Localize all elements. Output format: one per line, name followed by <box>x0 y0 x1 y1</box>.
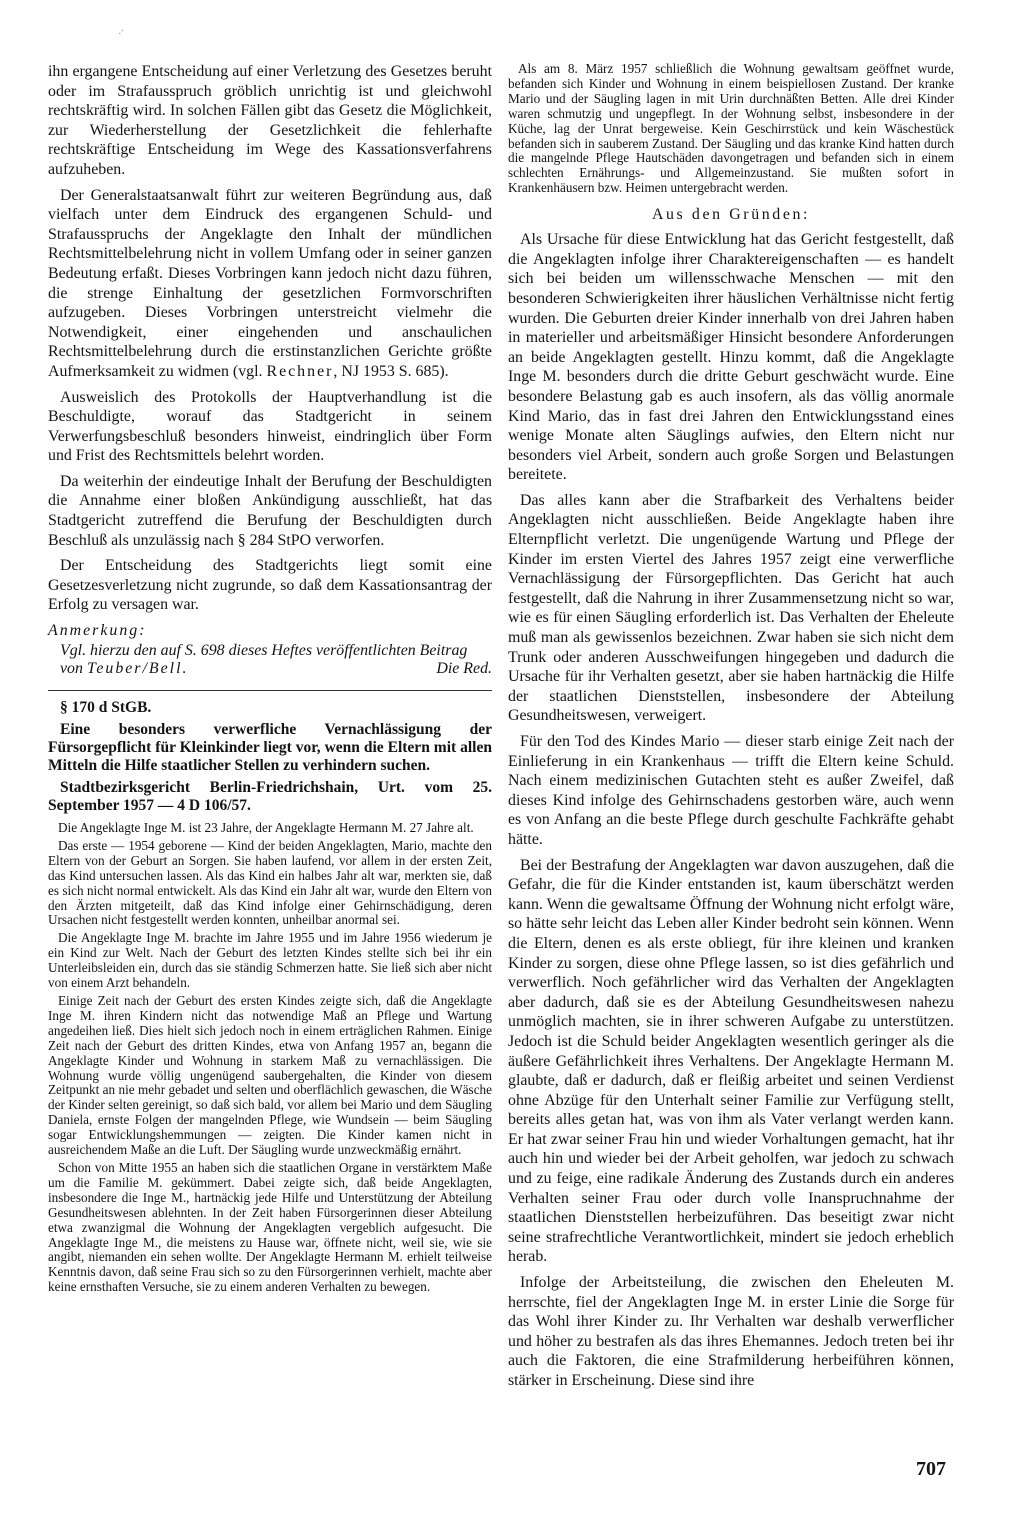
paragraph: Das erste — 1954 geborene — Kind der beiden Angeklagten, Mario, machte den Eltern von der Geburt an Sorgen. Sie haben laufend, vor allem in der ersten Zeit, das Kind untersuchen lassen. Als das Kind ein halbes Jahr alt war, merkten sie, daß es sich nicht normal entwickelt. Als das Kind ein Jahr alt war, wurde den Eltern von den Ärzten mitgeteilt, daß das Kind infolge einer Gehirnschädigung, deren Ursachen nicht festgestellt werden konnten, unheilbar anormal sei. <box>48 837 492 928</box>
statute-reference: § 170 d StGB. <box>60 699 152 717</box>
paragraph: Das alles kann aber die Strafbarkeit des Verhaltens beider Angeklagten nicht ausschließen. Beide Angeklagte haben ihre Elternpflicht verletzt. Die ungenügende Wartung und Pflege der Kinder im ersten Viertel des Jahres 1957 zeigt eine verwerfliche Vernachlässigung der Fürsorgepflichten. Das Gericht hat auch festgestellt, daß die Nahrung in ihrer Zusammensetzung nicht so war, wie es für einen Säugling erforderlich ist. Das Verhalten der Eheleute muß man als gewissenlos bezeichnen. Zwar haben sie sich nicht dem Trunk oder anderen Ausschweifungen hingegeben und dadurch die Ursache für ihr Verhalten gesetzt, aber sie haben hartnäckig die Hilfe der staatlichen Dienststellen, insbesondere der Abteilung Gesundheitswesen, verweigert. <box>508 491 954 725</box>
right-column <box>508 62 954 1397</box>
paragraph: Der Entscheidung des Stadtgerichts liegt somit eine Gesetzesverletzung nicht zugrunde, so daß dem Kassationsantrag der Erfolg zu versagen war. <box>48 557 492 614</box>
paragraph: Als am 8. März 1957 schließlich die Wohnung gewaltsam geöffnet wurde, befanden sich Kinder und Wohnung in einem beispiellosen Zustand. Der kranke Mario und der Säugling lagen in mit Urin durchnäßten Betten. Alle drei Kinder waren schmutzig und ungepflegt. In der Wohnung selbst, insbesondere in der Küche, lag der Unrat bergeweise. Kein Geschirrstück und kein Wäschestück befanden sich in sauberem Zustand. Der Säugling und das kranke Kind hatten durch die mangelnde Pflege Hautschäden davongetragen und befanden sich in einem schlechten Ernährungs- und Allgemeinzustand. Sie mußten sofort in Krankenhäusern bzw. Heimen untergebracht werden. <box>508 61 954 196</box>
section-heading: Aus den Gründen: <box>651 206 811 224</box>
page-number: 707 <box>916 1458 946 1480</box>
court-citation: Stadtbezirksgericht Berlin-Friedrichshain, Urt. vom 25. September 1957 — 4 D 106/57. <box>48 779 492 815</box>
paragraph: Die Angeklagte Inge M. brachte im Jahre 1955 und im Jahre 1956 wiederum je ein Kind zur Welt. Nach der Geburt des letzten Kindes stellte sich bei ihr ein Unterleibsleiden ein, durch das sie ständig Schmerzen hatte. Sie ließ sich aber nicht von einem Arzt behandeln. <box>48 930 492 991</box>
paragraph: Infolge der Arbeitsteilung, die zwischen den Eheleuten M. herrschte, fiel der Angeklagten Inge M. in erster Linie die Sorge für das Wohl ihrer Kinder zu. Ihr Verhalten war deshalb verwerflicher und höher zu bestrafen als das ihres Ehemannes. Jedoch treten bei ihr auch die Faktoren, die eine Strafmilderung herbeiführen können, stärker in Erscheinung. Diese sind ihre <box>508 1274 954 1389</box>
paragraph: ihn ergangene Entscheidung auf einer Verletzung des Gesetzes beruht oder im Strafausspruch gröblich unrichtig ist und gleichwohl rechtskräftig wird. In solchen Fällen gibt das Gesetz die Möglichkeit, zur Wiederherstellung der Gesetzlichkeit die fehlerhafte rechtskräftige Entscheidung im Wege des Kassationsverfahrens aufzuheben. <box>48 63 492 178</box>
paragraph: Der Generalstaatsanwalt führt zur weiteren Begründung aus, daß vielfach unter dem Eindruck des ergangenen Schuld- und Strafausspruchs der Angeklagte den Inhalt der mündlichen Rechtsmittelbelehrung nicht in vollem Umfang oder in seiner ganzen Bedeutung erfaßt. Dieses Vorbringen kann jedoch nicht dazu führen, die strenge Einhaltung der gesetzlichen Formvorschriften aufzugeben. Dieses Vorbringen unterstreicht vielmehr die Notwendigkeit, einer eingehenden und anschaulichen Rechtsmittelbelehrung durch die erstinstanzlichen Gerichte größte Aufmerksamkeit zu widmen (vgl. Rechner, NJ 1953 S. 685). <box>48 186 492 380</box>
note-signature: Die Red. <box>436 660 492 678</box>
paragraph: Einige Zeit nach der Geburt des ersten Kindes zeigte sich, daß die Angeklagte Inge M. ihren Kindern nicht das notwendige Maß an Pflege und Wartung angedeihen ließ. Dies hielt sich jedoch noch in einem erträglichen Rahmen. Einige Zeit nach der Geburt des dritten Kindes, etwa von Anfang 1957 an, begann die Angeklagte Kinder und Wohnung in starkem Maß zu vernachlässigen. Die Wohnung wurde völlig ungenügend saubergehalten, die Kinder von diesem Zeitpunkt an nie mehr gebadet und selten und oberflächlich gewaschen, die Wäsche der Kinder selten gereinigt, so daß sich bald, vor allem bei Mario und dem Säugling Daniela, ernste Folgen der mangelnden Pflege, wie Wundsein — beim Säugling sogar Entwicklungshemmungen — zeigten. Die Kinder kamen nicht in ausreichendem Maße an die Luft. Der Säugling wurde unzweckmäßig ernährt. <box>48 993 492 1158</box>
paragraph: Die Angeklagte Inge M. ist 23 Jahre, der Angeklagte Hermann M. 27 Jahre alt. <box>58 820 474 836</box>
note-heading: Anmerkung: <box>48 622 147 640</box>
note-authors: Teuber/Bell <box>86 660 183 678</box>
editor-note <box>48 621 492 678</box>
headnote: Eine besonders verwerfliche Vernachlässigung der Fürsorgepflicht für Kleinkinder liegt vor, wenn die Eltern mit allen Mitteln die Hilfe staatlicher Stellen zu verhindern suchen. <box>48 721 492 775</box>
facts-section <box>48 821 492 1295</box>
scan-mark: ·̕ <box>118 28 122 40</box>
paragraph: Bei der Bestrafung der Angeklagten war davon auszugehen, daß die Gefahr, die für die Kinder entstanden ist, kaum überschätzt werden kann. Wenn die gewaltsame Öffnung der Wohnung nicht erfolgt wäre, so hätte sehr leicht das Leben aller Kinder bedroht sein können. Wenn die Eltern, denen es als erste obliegt, für ihre kleinen und kranken Kinder zu sorgen, diese ohne Pflege lassen, so ist dies gefährlich und verwerflich. Noch gefährlicher wird das Verhalten der Angeklagten aber dadurch, daß sie es der Abteilung Gesundheitswesen nahezu unmöglich machten, sie in ihrer schweren Aufgabe zu unterstützen. Jedoch ist die Schuld beider Angeklagten wesentlich geringer als die äußere Gefährlichkeit ihres Verhaltens. Der Angeklagte Hermann M. glaubte, daß er dadurch, daß er fleißig arbeitet und seinen Verdienst ohne Abzüge für den Unterhalt seiner Familie zur Verfügung stellt, bereits alles getan hat, was von ihm als Vater verlangt werden kann. Er hat zwar seiner Frau hin und wieder Vorhaltungen gemacht, hat ihr auch hin und wieder bei der Arbeit geholfen, war jedoch zu schwach und zu feige, eine radikale Änderung des Zustands durch ein anderes Verhalten seiner Frau oder durch volle Inanspruchnahme der staatlichen Dienststellen herbeizuführen. Das beseitigt zwar nicht seine strafrechtliche Verantwortlichkeit, mindert sie jedoch erheblich herab. <box>508 856 954 1266</box>
reasons-section <box>508 230 954 1390</box>
section-divider <box>48 690 492 691</box>
paragraph: Schon von Mitte 1955 an haben sich die staatlichen Organe in verstärktem Maße um die Familie M. gekümmert. Dabei zeigte sich, daß beide Angeklagten, insbesondere die Inge M., hartnäckig jede Hilfe und Unterstützung der Abteilung Gesundheitswesen ablehnten. In der Zeit haben Fürsorgerinnen dieser Abteilung etwa zwanzigmal die Wohnung der Angeklagten vergeblich aufgesucht. Die Angeklagte Inge M., die meistens zu Hause war, öffnete nicht, weil sie, wie sie angibt, niemanden ein sehen wollte. Der Angeklagte Hermann M. erhielt teilweise Kenntnis davon, daß seine Frau sich so zu den Fürsorgerinnen verhielt, machte aber keine ernsthaften Versuche, sie zu einem anderen Verhalten zu bewegen. <box>48 1159 492 1295</box>
paragraph: Als Ursache für diese Entwicklung hat das Gericht festgestellt, daß die Angeklagten infolge ihrer Charaktereigenschaften — es handelt sich bei beiden um willensschwache Menschen — mit den besonderen Schwierigkeiten ihrer häuslichen Verhältnisse nicht fertig wurden. Die Geburten dreier Kinder innerhalb von drei Jahren haben in materieller und arbeitsmäßiger Hinsicht besondere Anforderungen an beide Angeklagten gestellt. Hinzu kommt, daß die Angeklagte Inge M. besonders durch die dritte Geburt geschwächt wurde. Eine besondere Belastung gab es auch insofern, als das völlig anormale Kind Mario, das in fast drei Jahren den Entwicklungsstand eines wenige Monate alten Säuglings aufwies, den Eltern nicht nur besonders viel Arbeit, sondern auch große Sorgen und Belastungen bereitete. <box>508 231 954 484</box>
left-column <box>48 62 492 1298</box>
paragraph: Für den Tod des Kindes Mario — dieser starb einige Zeit nach der Einlieferung in ein Krankenhaus — trifft die Eltern keine Schuld. Nach einem medizinischen Gutachten steht es außer Zweifel, daß dieses Kind infolge des Gehirnschadens gestorben wäre, auch wenn es von Anfang an die beste Pflege durch geschulte Fachkräfte gehabt hätte. <box>508 733 954 848</box>
note-text: Vgl. hierzu den auf S. 698 dieses Heftes veröffentlichten Beitrag von Teuber/Bell. <box>60 642 468 678</box>
paragraph: Ausweislich des Protokolls der Hauptverhandlung ist die Beschuldigte, worauf das Stadtgericht in seinem Verwerfungsbeschluß besonders hinweist, eindringlich über Form und Frist des Rechtsmittels belehrt worden. <box>48 388 492 465</box>
facts-continuation <box>508 62 954 196</box>
paragraph: Da weiterhin der eindeutige Inhalt der Berufung der Beschuldigten die Annahme einer bloßen Ankündigung ausschließt, hat das Stadtgericht zutreffend die Berufung der Beschuldigten durch Beschluß als unzulässig nach § 284 StPO verworfen. <box>48 472 492 549</box>
cited-author: Rechner <box>266 362 334 380</box>
decision-continuation <box>48 62 492 615</box>
